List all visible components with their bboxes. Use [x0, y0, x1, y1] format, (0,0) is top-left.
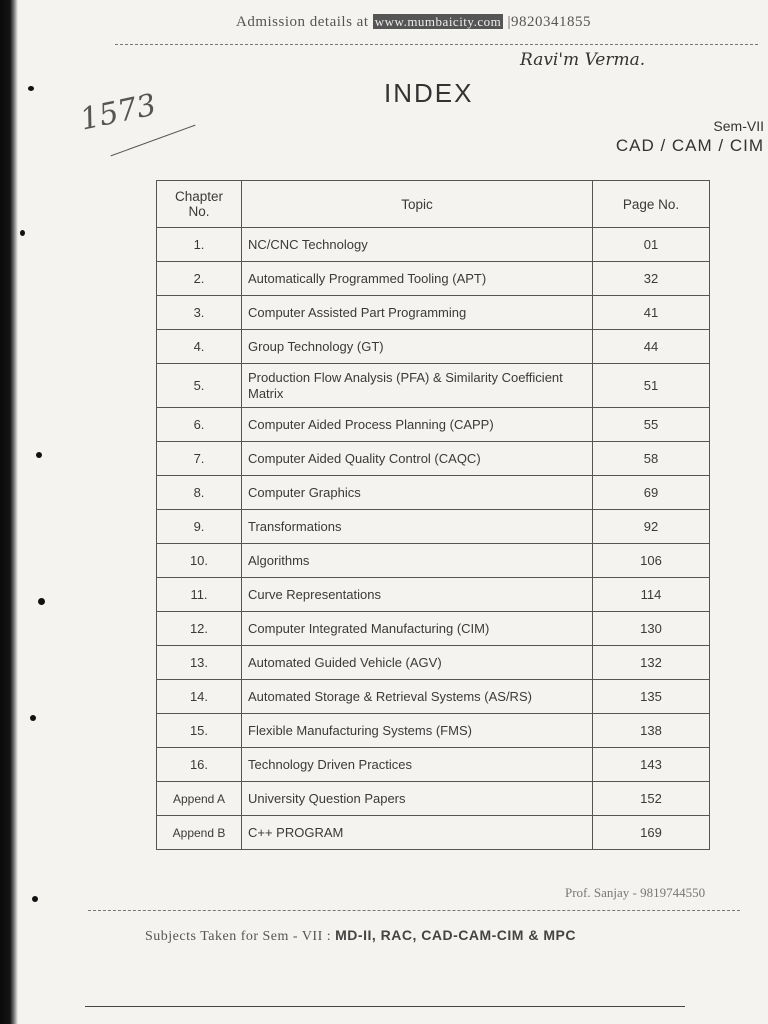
topic-cell: NC/CNC Technology [242, 228, 593, 262]
chapter-number: 10. [157, 544, 242, 578]
topic-cell: Computer Assisted Part Programming [242, 296, 593, 330]
admission-prefix: Admission details at [236, 14, 369, 30]
table-header-row [157, 181, 710, 228]
page-number: 132 [593, 646, 710, 680]
handwritten-signature: Ravi'm Verma. [520, 50, 646, 70]
page-number: 152 [593, 782, 710, 816]
table-row [157, 612, 710, 646]
subjects-footer [145, 927, 576, 945]
topic-cell: Transformations [242, 510, 593, 544]
table-row [157, 782, 710, 816]
admission-header: Admission details at www.mumbaicity.com |9820341855 [236, 14, 591, 30]
page-number: 143 [593, 748, 710, 782]
page-number: 169 [593, 816, 710, 850]
chapter-number: 5. [157, 364, 242, 408]
page-number: 01 [593, 228, 710, 262]
table-row [157, 228, 710, 262]
table-row [157, 262, 710, 296]
scan-edge-shadow [0, 0, 18, 1024]
table-row [157, 510, 710, 544]
chapter-number: 4. [157, 330, 242, 364]
topic-header: Topic [242, 181, 593, 228]
table-row [157, 364, 710, 408]
phone-number: 9820341855 [510, 14, 591, 30]
page-number: 55 [593, 408, 710, 442]
scan-speck [32, 896, 38, 902]
page-number: 69 [593, 476, 710, 510]
topic-cell: Group Technology (GT) [242, 330, 593, 364]
topic-cell: Automated Storage & Retrieval Systems (AS/RS) [242, 680, 593, 714]
chapter-number: 6. [157, 408, 242, 442]
handwritten-margin-note: 1573 [77, 87, 160, 138]
semester-label: Sem-VII [713, 118, 764, 134]
topic-cell: Computer Integrated Manufacturing (CIM) [242, 612, 593, 646]
chapter-header: Chapter No. [157, 181, 242, 228]
page-number: 32 [593, 262, 710, 296]
margin-underline [111, 125, 196, 157]
chapter-number: 16. [157, 748, 242, 782]
chapter-number: 13. [157, 646, 242, 680]
page-number: 135 [593, 680, 710, 714]
page-number: 114 [593, 578, 710, 612]
topic-cell: C++ PROGRAM [242, 816, 593, 850]
footer-divider [88, 910, 740, 911]
chapter-number: 14. [157, 680, 242, 714]
chapter-number: 2. [157, 262, 242, 296]
chapter-number: 7. [157, 442, 242, 476]
page-number: 58 [593, 442, 710, 476]
chapter-number: 9. [157, 510, 242, 544]
topic-cell: Curve Representations [242, 578, 593, 612]
page-number: 92 [593, 510, 710, 544]
table-row [157, 578, 710, 612]
table-row [157, 816, 710, 850]
table-row [157, 544, 710, 578]
prof-contact: Prof. Sanjay - 9819744550 [565, 885, 706, 900]
index-table [156, 180, 710, 850]
topic-cell: Flexible Manufacturing Systems (FMS) [242, 714, 593, 748]
table-row [157, 330, 710, 364]
page-number: 44 [593, 330, 710, 364]
topic-cell: Technology Driven Practices [242, 748, 593, 782]
subjects-list: MD-II, RAC, CAD-CAM-CIM & MPC [335, 927, 576, 943]
topic-cell: Automated Guided Vehicle (AGV) [242, 646, 593, 680]
scan-speck [20, 230, 25, 236]
chapter-number: 8. [157, 476, 242, 510]
table-row [157, 646, 710, 680]
topic-cell: Production Flow Analysis (PFA) & Similarity Coefficient Matrix [242, 364, 593, 408]
topic-cell: Computer Aided Quality Control (CAQC) [242, 442, 593, 476]
chapter-number: Append A [157, 782, 242, 816]
chapter-number: 15. [157, 714, 242, 748]
page-number: 51 [593, 364, 710, 408]
chapter-number: 3. [157, 296, 242, 330]
topic-cell: Computer Graphics [242, 476, 593, 510]
table-row [157, 296, 710, 330]
semester-block [616, 118, 764, 156]
header-divider [115, 44, 758, 45]
table-row [157, 442, 710, 476]
website-link[interactable]: www.mumbaicity.com [374, 14, 502, 29]
scan-speck [28, 86, 34, 91]
chapter-number: 12. [157, 612, 242, 646]
table-row [157, 680, 710, 714]
page-title: INDEX [384, 78, 474, 108]
table-row [157, 714, 710, 748]
bottom-rule [85, 1006, 685, 1007]
page-header: Page No. [593, 181, 710, 228]
table-row [157, 408, 710, 442]
chapter-number: Append B [157, 816, 242, 850]
subjects-prefix: Subjects Taken for Sem - VII : [145, 929, 332, 944]
table-row [157, 476, 710, 510]
topic-cell: University Question Papers [242, 782, 593, 816]
page-number: 138 [593, 714, 710, 748]
chapter-number: 1. [157, 228, 242, 262]
scan-speck [36, 452, 42, 458]
chapter-number: 11. [157, 578, 242, 612]
page-number: 41 [593, 296, 710, 330]
page-number: 106 [593, 544, 710, 578]
topic-cell: Computer Aided Process Planning (CAPP) [242, 408, 593, 442]
topic-cell: Algorithms [242, 544, 593, 578]
scan-speck [30, 715, 36, 721]
table-row [157, 748, 710, 782]
subject-label: CAD / CAM / CIM [615, 136, 764, 155]
page-number: 130 [593, 612, 710, 646]
topic-cell: Automatically Programmed Tooling (APT) [242, 262, 593, 296]
scan-speck [38, 598, 45, 605]
